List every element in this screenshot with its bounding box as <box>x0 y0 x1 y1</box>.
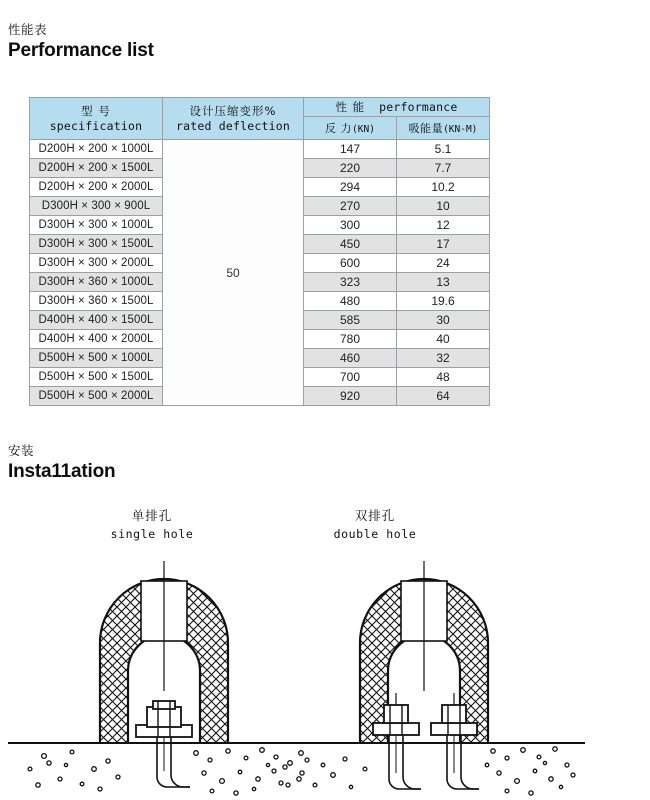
cell-reaction-force: 323 <box>304 273 397 292</box>
column-header-reaction-force <box>304 117 397 140</box>
performance-label-en: performance <box>379 99 458 114</box>
cell-reaction-force: 480 <box>304 292 397 311</box>
table-body <box>30 140 490 406</box>
performance-label-cn: 性 能 <box>335 99 366 114</box>
energy-unit: (KN-M) <box>443 124 478 135</box>
specification-label-cn: 型 号 <box>81 103 111 118</box>
cell-reaction-force: 450 <box>304 235 397 254</box>
double-hole-label-en: double hole <box>333 527 417 541</box>
installation-section-heading <box>8 443 115 483</box>
cell-reaction-force: 460 <box>304 349 397 368</box>
column-header-energy-absorption <box>397 117 490 140</box>
cell-reaction-force: 585 <box>304 311 397 330</box>
top-hole-channel-double <box>401 561 447 691</box>
cell-specification: D300H × 300 × 1000L <box>30 216 163 235</box>
cell-specification: D500H × 500 × 2000L <box>30 387 163 406</box>
cell-specification: D400H × 400 × 2000L <box>30 330 163 349</box>
cell-energy-absorption: 10 <box>397 197 490 216</box>
cell-rated-deflection: 50 <box>163 140 304 406</box>
cell-reaction-force: 920 <box>304 387 397 406</box>
j-bolt-single <box>157 737 190 787</box>
double-hole-label-cn: 双排孔 <box>354 508 396 523</box>
cell-energy-absorption: 19.6 <box>397 292 490 311</box>
performance-table-container <box>29 97 490 406</box>
cell-energy-absorption: 30 <box>397 311 490 330</box>
cell-energy-absorption: 5.1 <box>397 140 490 159</box>
cell-reaction-force: 294 <box>304 178 397 197</box>
reaction-unit: (KN) <box>352 124 375 135</box>
installation-title-en: Insta11ation <box>8 461 116 482</box>
cell-energy-absorption: 12 <box>397 216 490 235</box>
cell-reaction-force: 147 <box>304 140 397 159</box>
installation-title-cn: 安装 <box>8 443 35 458</box>
cell-energy-absorption: 17 <box>397 235 490 254</box>
cell-reaction-force: 600 <box>304 254 397 273</box>
column-header-performance <box>304 98 490 117</box>
performance-table <box>29 97 490 406</box>
cell-reaction-force: 700 <box>304 368 397 387</box>
cell-reaction-force: 220 <box>304 159 397 178</box>
cell-specification: D400H × 400 × 1500L <box>30 311 163 330</box>
cell-reaction-force: 300 <box>304 216 397 235</box>
performance-title-cn: 性能表 <box>8 22 48 37</box>
cell-energy-absorption: 64 <box>397 387 490 406</box>
energy-label-cn: 吸能量 <box>408 122 444 135</box>
table-header-row-1 <box>30 98 490 117</box>
cell-specification: D300H × 300 × 1500L <box>30 235 163 254</box>
cell-specification: D200H × 200 × 1000L <box>30 140 163 159</box>
performance-section-heading <box>8 22 154 62</box>
cell-reaction-force: 270 <box>304 197 397 216</box>
cell-energy-absorption: 10.2 <box>397 178 490 197</box>
double-hole-label <box>275 506 475 541</box>
cell-energy-absorption: 13 <box>397 273 490 292</box>
cell-specification: D200H × 200 × 2000L <box>30 178 163 197</box>
single-hole-label-en: single hole <box>110 527 194 541</box>
deflection-label-cn: 设计压缩变形% <box>189 103 277 118</box>
cell-specification: D300H × 300 × 2000L <box>30 254 163 273</box>
double-hole-diagram <box>255 553 595 798</box>
performance-title-en: Performance list <box>8 40 154 61</box>
cell-energy-absorption: 7.7 <box>397 159 490 178</box>
cell-specification: D300H × 360 × 1500L <box>30 292 163 311</box>
reaction-label-cn: 反 力 <box>325 122 353 135</box>
cell-energy-absorption: 24 <box>397 254 490 273</box>
column-header-rated-deflection <box>163 98 304 140</box>
single-hole-label-cn: 单排孔 <box>131 508 173 523</box>
single-hole-label <box>52 506 252 541</box>
cell-energy-absorption: 40 <box>397 330 490 349</box>
cell-specification: D500H × 500 × 1000L <box>30 349 163 368</box>
installation-diagrams <box>0 498 650 798</box>
concrete-aggregate-double <box>279 747 575 795</box>
top-hole-channel-single <box>141 561 187 691</box>
specification-label-en: specification <box>49 118 143 133</box>
column-header-specification <box>30 98 163 140</box>
cell-specification: D200H × 200 × 1500L <box>30 159 163 178</box>
cell-specification: D500H × 500 × 1500L <box>30 368 163 387</box>
table-header <box>30 98 490 140</box>
deflection-label-en: rated deflection <box>176 118 290 133</box>
cell-reaction-force: 780 <box>304 330 397 349</box>
anchor-bolt-assembly-single <box>136 701 192 737</box>
table-row <box>30 140 490 159</box>
cell-specification: D300H × 300 × 900L <box>30 197 163 216</box>
cell-energy-absorption: 32 <box>397 349 490 368</box>
cell-energy-absorption: 48 <box>397 368 490 387</box>
cell-specification: D300H × 360 × 1000L <box>30 273 163 292</box>
